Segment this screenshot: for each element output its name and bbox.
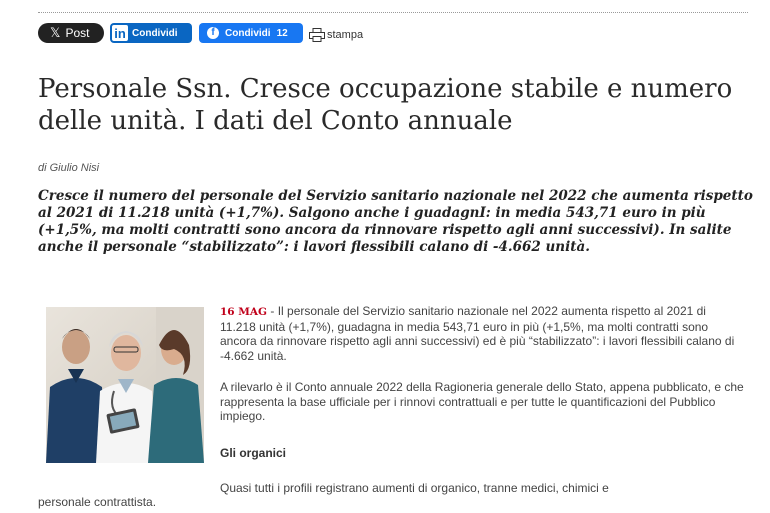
article-date: 16 MAG: [220, 306, 268, 318]
printer-icon: [309, 28, 325, 42]
linkedin-icon: in: [112, 25, 128, 41]
x-logo-icon: 𝕏: [50, 25, 61, 40]
article-paragraph-3-line-1: Quasi tutti i profili registrano aumenti di organico, tranne medici, chimici e: [220, 481, 609, 495]
top-divider: [38, 12, 748, 13]
article-title: Personale Ssn. Cresce occupazione stabile e numero delle unità. I dati del Conto annuale: [38, 74, 733, 136]
print-button[interactable]: [309, 28, 363, 42]
article-photo: [46, 307, 204, 463]
paragraph-1-text: Il personale del Servizio sanitario nazionale nel 2022 aumenta rispetto al 2021 di 11.218 unità (+1,7%), guadagna in media 543,71 euro in più (+1,5%, ma molti contratti sono ancora da rinnovare rispetto agli anni successivi) ed è più “stabilizzato”: i lavori flessibili calano di -4.662 unità.: [220, 304, 735, 363]
facebook-share-label: Condividi: [225, 27, 271, 39]
article-byline: di Giulio Nisi: [38, 162, 100, 174]
section-heading: Gli organici: [220, 446, 287, 460]
linkedin-share-button[interactable]: [110, 23, 192, 43]
article-paragraph-1: [220, 304, 745, 363]
x-post-button[interactable]: [38, 23, 104, 43]
article-paragraph-2: A rilevarlo è il Conto annuale 2022 della Ragioneria generale dello Stato, appena pubblicato, e che rappresenta la base ufficiale per i rinnovi contrattuali e per tutte le quantificazioni del Pubblico impiego.: [220, 380, 744, 423]
article-lead: Cresce il numero del personale del Servizio sanitario nazionale nel 2022 che aumenta rispetto al 2021 di 11.218 unità (+1,7%). Salgono anche i guadagnI: in media 543,71 euro in più (+1,5%, ma molti contratti sono ancora da rinnovare rispetto agli anni successivi). In salite anche il personale “stabilizzato”: i lavori flessibili calano di -4.662 unità.: [38, 188, 753, 255]
x-post-label: Post: [65, 26, 90, 40]
date-separator: -: [267, 304, 278, 318]
linkedin-share-label: Condividi: [132, 27, 178, 39]
facebook-icon: f: [207, 27, 219, 39]
print-label: stampa: [327, 29, 364, 41]
facebook-share-count: 12: [276, 27, 288, 39]
facebook-share-button[interactable]: [199, 23, 303, 43]
article-paragraph-3-line-2: personale contrattista.: [38, 495, 157, 509]
